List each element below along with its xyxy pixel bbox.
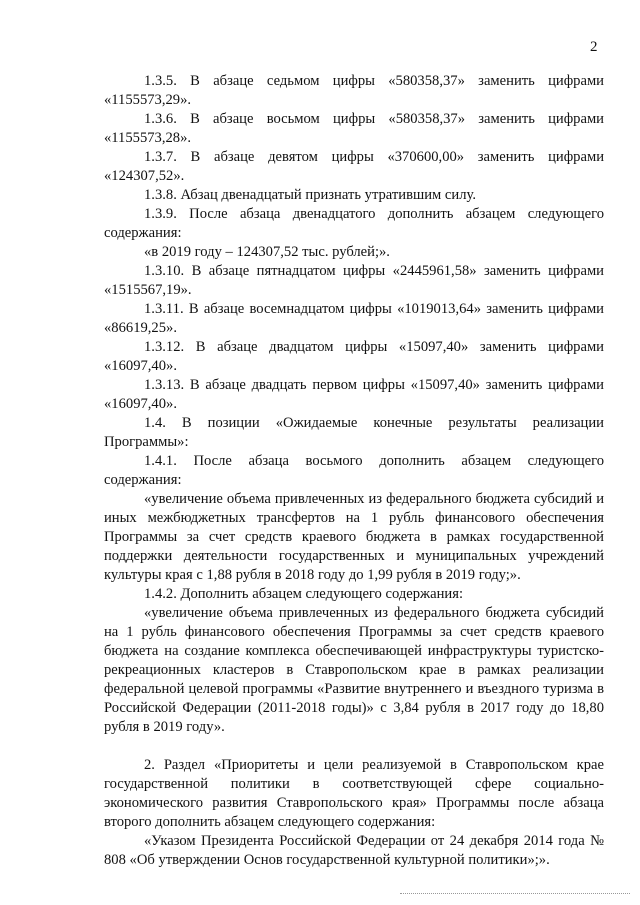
paragraph-1-4: 1.4. В позиции «Ожидаемые конечные результаты реализации Программы»: xyxy=(104,415,604,450)
page-number: 2 xyxy=(590,39,598,55)
paragraph-1-3-7: 1.3.7. В абзаце девятом цифры «370600,00» заменить цифрами «124307,52». xyxy=(104,149,604,184)
paragraph-1-3-10: 1.3.10. В абзаце пятнадцатом цифры «2445961,58» заменить цифрами «1515567,19». xyxy=(104,263,604,298)
quoted-paragraph: «увеличение объема привлеченных из федерального бюджета субсидий и иных межбюджетных трансфертов на 1 рубль финансового обеспечения Программы за счет средств краевого бюджета в рамках государственной поддержки деятельности государственных и муниципальных учреждений культуры края с 1,88 рубля в 2018 году до 1,99 рубля в 2019 году;». xyxy=(104,491,604,583)
paragraph-1-3-9: 1.3.9. После абзаца двенадцатого дополнить абзацем следующего содержания: xyxy=(104,206,604,241)
quoted-paragraph: «в 2019 году – 124307,52 тыс. рублей;». xyxy=(144,244,390,260)
paragraph-1-3-12: 1.3.12. В абзаце двадцатом цифры «15097,40» заменить цифрами «16097,40». xyxy=(104,339,604,374)
paragraph-2: 2. Раздел «Приоритеты и цели реализуемой в Ставропольском крае государственной политики в соответствующей сфере социально-экономического развития Ставропольского края» Программы после абзаца второго дополнить абзацем следующего содержания: xyxy=(104,757,604,830)
paragraph-1-3-13: 1.3.13. В абзаце двадцать первом цифры «15097,40» заменить цифрами «16097,40». xyxy=(104,377,604,412)
paragraph-1-4-1: 1.4.1. После абзаца восьмого дополнить абзацем следующего содержания: xyxy=(104,453,604,488)
document-body xyxy=(104,72,604,870)
paragraph-1-3-5: 1.3.5. В абзаце седьмом цифры «580358,37» заменить цифрами «1155573,29». xyxy=(104,73,604,108)
quoted-paragraph: «увеличение объема привлеченных из федерального бюджета субсидий на 1 рубль финансового обеспечения Программы за счет средств краевого бюджета на создание комплекса обеспечивающей инфраструктуры туристско-рекреационных кластеров в Ставропольском крае в рамках реализации федеральной целевой программы «Развитие внутреннего и въездного туризма в Российской Федерации (2011-2018 годы)» с 3,84 рубля в 2017 году до 18,80 рубля в 2019 году». xyxy=(104,605,604,735)
footer-divider xyxy=(400,893,630,894)
paragraph-1-3-8: 1.3.8. Абзац двенадцатый признать утратившим силу. xyxy=(144,187,476,203)
paragraph-1-3-11: 1.3.11. В абзаце восемнадцатом цифры «1019013,64» заменить цифрами «86619,25». xyxy=(104,301,604,336)
paragraph-1-4-2: 1.4.2. Дополнить абзацем следующего содержания: xyxy=(144,586,464,602)
quoted-paragraph: «Указом Президента Российской Федерации от 24 декабря 2014 года № 808 «Об утверждении Основ государственной культурной политики»;». xyxy=(104,833,604,868)
paragraph-1-3-6: 1.3.6. В абзаце восьмом цифры «580358,37» заменить цифрами «1155573,28». xyxy=(104,111,604,146)
paragraph-gap xyxy=(104,737,604,756)
